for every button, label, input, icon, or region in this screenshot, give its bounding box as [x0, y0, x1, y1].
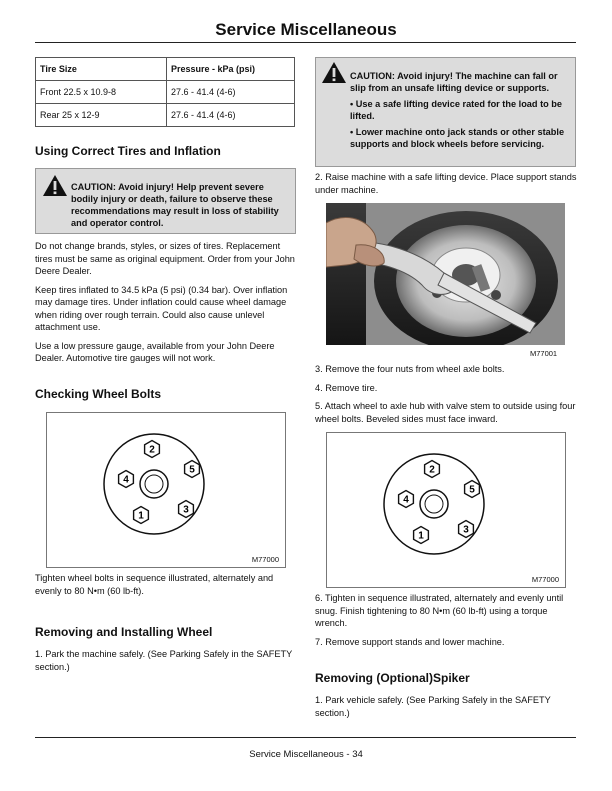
tire-pressure-table	[35, 57, 295, 127]
bolt-number: 3	[463, 524, 469, 536]
wheel-body	[35, 648, 297, 679]
table-row	[36, 104, 295, 127]
wheel-bolt-diagram	[327, 433, 565, 587]
spiker-heading: Removing (Optional)Spiker	[315, 671, 470, 685]
bolt-sequence-figure-right	[326, 432, 566, 588]
tires-caution-text: CAUTION: Avoid injury! Help prevent severe bodily injury or death, failure to observe these recommendations may result in loss of stability and operator control.	[71, 182, 279, 228]
step-2-text	[315, 171, 577, 202]
warning-icon	[42, 174, 68, 197]
bolt-marker-2	[425, 461, 440, 478]
bolt-marker-3	[179, 501, 194, 518]
bolt-marker-5	[465, 481, 480, 498]
lifting-caution-bullet: • Use a safe lifting device rated for the load to be lifted.	[350, 99, 563, 121]
warning-icon	[321, 61, 347, 84]
table-header-cell: Pressure - kPa (psi)	[167, 58, 295, 81]
bolt-marker-2	[145, 441, 160, 458]
bolt-number: 1	[138, 510, 144, 522]
lifting-caution-text: CAUTION: Avoid injury! The machine can fall or slip from an unsafe lifting device or supports.	[350, 71, 558, 93]
table-cell: Rear 25 x 12-9	[36, 104, 167, 127]
lifting-caution-box	[315, 57, 576, 167]
figure-code: M77000	[251, 555, 279, 564]
bolt-marker-3	[459, 521, 474, 538]
bolt-marker-4	[119, 471, 134, 488]
bolt-number: 3	[183, 504, 189, 516]
bolts-heading: Checking Wheel Bolts	[35, 387, 162, 401]
page-title: Service Miscellaneous	[215, 20, 397, 39]
table-cell: 27.6 - 41.4 (4-6)	[167, 81, 295, 104]
step-4: 4. Remove tire.	[315, 382, 378, 393]
bolt-number: 2	[149, 444, 155, 456]
tires-caution-box	[35, 168, 296, 234]
tires-heading: Using Correct Tires and Inflation	[35, 144, 221, 158]
tires-paragraph: Keep tires inflated to 34.5 kPa (5 psi) (0.34 bar). Over inflation may damage tires. Under inflation could cause wheel damage when riding over rough terrain. Could also cause unlevel attachment use.	[35, 284, 288, 332]
bolt-number: 4	[403, 494, 409, 506]
bolt-number: 1	[418, 530, 424, 542]
bolt-marker-1	[134, 507, 149, 524]
header-rule	[35, 42, 576, 43]
wheel-heading: Removing and Installing Wheel	[35, 625, 213, 639]
bolt-number: 5	[469, 484, 475, 496]
step-3: 3. Remove the four nuts from wheel axle bolts.	[315, 364, 505, 374]
step-7: 7. Remove support stands and lower machine.	[315, 636, 505, 647]
bolt-sequence-figure	[46, 412, 286, 568]
steps-3-5	[315, 363, 577, 431]
tires-paragraph: Use a low pressure gauge, available from your John Deere Dealer. Automotive tire gauges will not work.	[35, 340, 275, 363]
bolt-marker-1	[414, 527, 429, 544]
table-header-cell: Tire Size	[36, 58, 167, 81]
step-5: 5. Attach wheel to axle hub with valve stem to outside using four wheel bolts. Beveled sides must face inward.	[315, 401, 576, 424]
wheel-removal-photo	[326, 203, 565, 345]
tires-body	[35, 240, 297, 371]
footer-rule	[35, 737, 576, 738]
bolt-marker-4	[399, 491, 414, 508]
table-cell: 27.6 - 41.4 (4-6)	[167, 104, 295, 127]
page-footer: Service Miscellaneous - 34	[249, 749, 363, 760]
photo-code: M77001	[530, 349, 558, 358]
table-cell: Front 22.5 x 10.9-8	[36, 81, 167, 104]
bolt-number: 5	[189, 464, 195, 476]
figure-code: M77000	[531, 575, 559, 584]
bolts-body	[35, 572, 297, 603]
spiker-body	[315, 694, 577, 725]
steps-6-7	[315, 592, 577, 654]
bolt-number: 4	[123, 474, 129, 486]
tires-paragraph: Do not change brands, styles, or sizes of tires. Replacement tires must be same as original equipment. Order from your John Deere Dealer.	[35, 241, 295, 276]
table-row	[36, 81, 295, 104]
bolt-marker-5	[185, 461, 200, 478]
table-header-row	[36, 58, 295, 81]
step-2: 2. Raise machine with a safe lifting device. Place support stands under machine.	[315, 172, 577, 195]
bolt-number: 2	[429, 464, 435, 476]
wrench-on-wheel-illustration	[326, 203, 565, 345]
lifting-caution-bullet: • Lower machine onto jack stands or other stable supports and block wheels before servicing.	[350, 127, 565, 149]
wheel-step-1: 1. Park the machine safely. (See Parking Safely in the SAFETY section.)	[35, 649, 293, 672]
spiker-step-1: 1. Park vehicle safely. (See Parking Safely in the SAFETY section.)	[315, 695, 551, 718]
step-6: 6. Tighten in sequence illustrated, alternately and evenly until snug. Finish tightening to 80 N•m (60 lb-ft) using a torque wrench.	[315, 593, 564, 628]
bolts-text: Tighten wheel bolts in sequence illustrated, alternately and evenly to 80 N•m (60 lb-ft).	[35, 573, 274, 596]
wheel-bolt-diagram	[47, 413, 285, 567]
